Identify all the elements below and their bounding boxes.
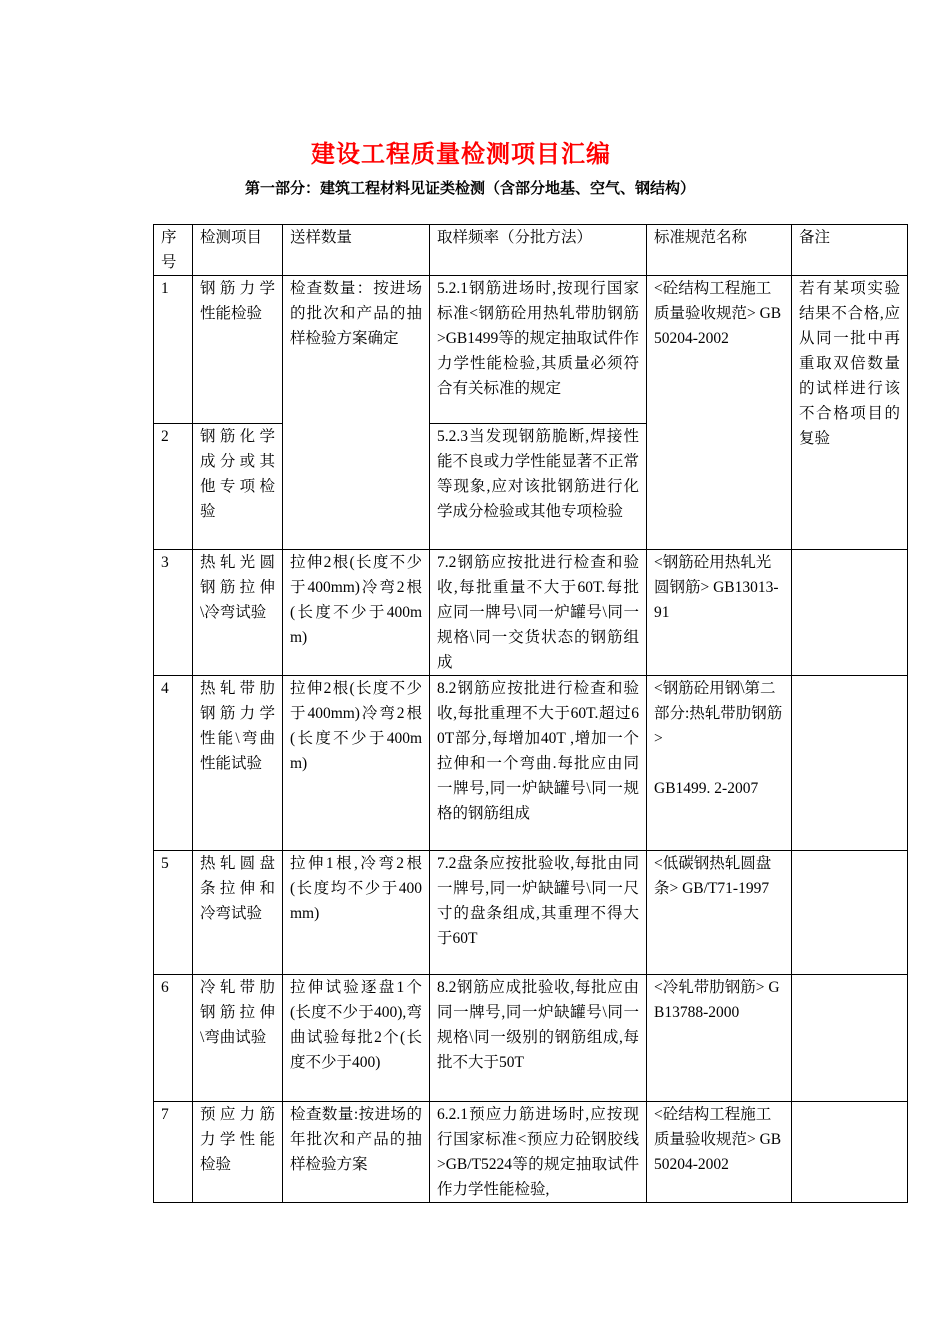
row-freq: 5.2.3当发现钢筋脆断,焊接性能不良或力学性能显著不正常等现象,应对该批钢筋进行化学成分检验或其他专项检验 (430, 424, 647, 550)
row-freq: 8.2钢筋应按批进行检查和验收,每批重理不大于60T.超过60T部分,每增加40T ,增加一个拉伸和一个弯曲.每批应由同一牌号,同一炉缺罐号\同一规格的钢筋组成 (430, 676, 647, 851)
row-item: 钢筋化学成分或其他专项检验 (193, 424, 283, 550)
row-no: 2 (154, 424, 193, 550)
row-std: <砼结构工程施工质量验收规范> GB50204-2002 (647, 276, 792, 550)
row-std: <低碳钢热轧圆盘条> GB/T71-1997 (647, 851, 792, 975)
header-freq: 取样频率（分批方法） (430, 225, 647, 276)
row-freq: 8.2钢筋应成批验收,每批应由同一牌号,同一炉缺罐号\同一规格\同一级别的钢筋组成,每批不大于50T (430, 975, 647, 1102)
row-no: 6 (154, 975, 193, 1102)
header-item: 检测项目 (193, 225, 283, 276)
row-item: 钢筋力学性能检验 (193, 276, 283, 424)
row-std-code: GB1499. 2-2007 (654, 780, 759, 797)
row-item: 热轧带肋钢筋力学性能\弯曲性能试验 (193, 676, 283, 851)
header-std: 标准规范名称 (647, 225, 792, 276)
row-freq: 6.2.1预应力筋进场时,应按现行国家标准<预应力砼钢胶线>GB/T5224等的规定抽取试件作力学性能检验, (430, 1102, 647, 1203)
row-qty: 拉伸1根,冷弯2根(长度均不少于400mm) (283, 851, 430, 975)
document-title: 建设工程质量检测项目汇编 (311, 140, 611, 168)
row-item: 预应力筋力学性能检验 (193, 1102, 283, 1203)
row-qty: 拉伸2根(长度不少于400mm)冷弯2根(长度不少于400mm) (283, 676, 430, 851)
row-std: <钢筋砼用热轧光圆钢筋> GB13013-91 (647, 550, 792, 676)
row-note (792, 975, 908, 1102)
row-no: 4 (154, 676, 193, 851)
row-freq: 7.2钢筋应按批进行检查和验收,每批重量不大于60T.每批应同一牌号\同一炉罐号\同一规格\同一交货状态的钢筋组成 (430, 550, 647, 676)
row-item: 热轧光圆钢筋拉伸\冷弯试验 (193, 550, 283, 676)
row-no: 1 (154, 276, 193, 424)
row-std: <砼结构工程施工质量验收规范> GB50204-2002 (647, 1102, 792, 1203)
row-note (792, 550, 908, 676)
row-item: 冷轧带肋钢筋拉伸\弯曲试验 (193, 975, 283, 1102)
table-row (154, 276, 908, 424)
row-qty: 检查数量：按进场的批次和产品的抽样检验方案确定 (283, 276, 430, 550)
table-row (154, 975, 908, 1102)
row-note (792, 676, 908, 851)
row-std (647, 676, 792, 851)
header-note: 备注 (792, 225, 908, 276)
header-no: 序号 (154, 225, 193, 276)
header-qty: 送样数量 (283, 225, 430, 276)
inspection-table (153, 224, 908, 1203)
row-no: 5 (154, 851, 193, 975)
table-row (154, 1102, 908, 1203)
table-row (154, 851, 908, 975)
row-freq: 7.2盘条应按批验收,每批由同一牌号,同一炉缺罐号\同一尺寸的盘条组成,其重理不得大于60T (430, 851, 647, 975)
row-qty: 检查数量:按进场的年批次和产品的抽样检验方案 (283, 1102, 430, 1203)
row-freq: 5.2.1钢筋进场时,按现行国家标准<钢筋砼用热轧带肋钢筋>GB1499等的规定抽取试件作力学性能检验,其质量必须符合有关标准的规定 (430, 276, 647, 424)
row-note: 若有某项实验结果不合格,应从同一批中再重取双倍数量的试样进行该不合格项目的复验 (792, 276, 908, 550)
row-item: 热轧圆盘条拉伸和冷弯试验 (193, 851, 283, 975)
row-note (792, 851, 908, 975)
table-header-row (154, 225, 908, 276)
row-no: 7 (154, 1102, 193, 1203)
row-std-title: <钢筋砼用钢\第二部分:热轧带肋钢筋> (654, 680, 783, 747)
table-row (154, 676, 908, 851)
row-std: <冷轧带肋钢筋> GB13788-2000 (647, 975, 792, 1102)
row-qty: 拉伸2根(长度不少于400mm)冷弯2根(长度不少于400mm) (283, 550, 430, 676)
section-subtitle: 第一部分：建筑工程材料见证类检测（含部分地基、空气、钢结构） (244, 179, 695, 197)
table-row (154, 550, 908, 676)
row-note (792, 1102, 908, 1203)
row-qty: 拉伸试验逐盘1个(长度不少于400),弯曲试验每批2个(长度不少于400) (283, 975, 430, 1102)
row-no: 3 (154, 550, 193, 676)
